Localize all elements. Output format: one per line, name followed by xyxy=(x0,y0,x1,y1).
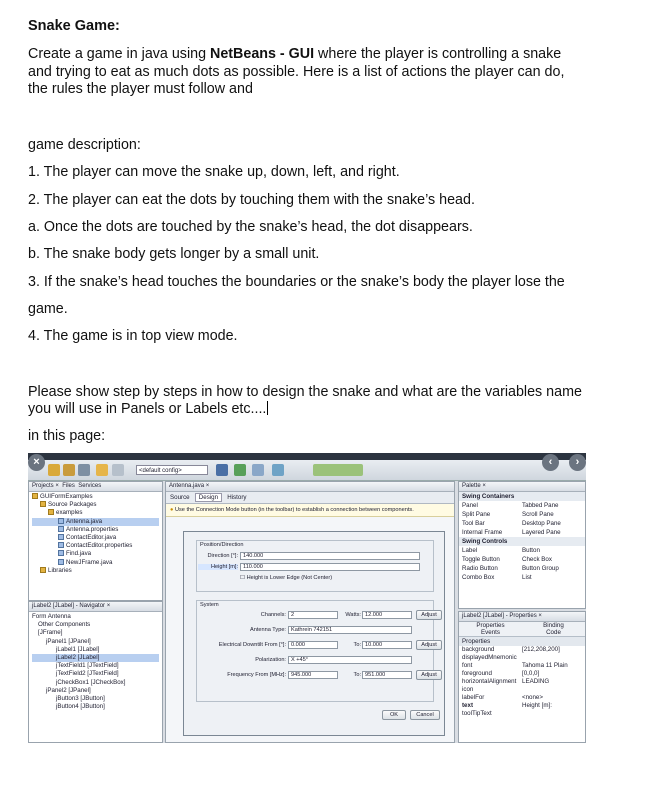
tree-item[interactable]: jTextField1 [JTextField] xyxy=(56,662,119,670)
property-value[interactable]: Height [m]: xyxy=(522,702,552,709)
project-icon xyxy=(32,493,38,499)
tab-properties[interactable]: Properties xyxy=(476,622,505,629)
config-combo[interactable]: <default config> xyxy=(136,465,208,475)
palette-item[interactable]: Panel xyxy=(462,502,478,509)
palette-item[interactable]: List xyxy=(522,574,532,581)
downtilt-label: Electrical Downtilt From [°]: xyxy=(218,642,286,648)
save-icon[interactable] xyxy=(78,464,90,476)
to-label: To: xyxy=(353,642,361,648)
debug-icon[interactable] xyxy=(252,464,264,476)
property-value[interactable]: [212,208,200] xyxy=(522,646,560,653)
channels-label: Channels: xyxy=(260,612,286,618)
intro-text-end: where the player is controlling a snake xyxy=(314,46,562,62)
profile-icon[interactable] xyxy=(272,464,284,476)
palette-item[interactable]: Toggle Button xyxy=(462,556,500,563)
tab-binding[interactable]: Binding xyxy=(543,622,564,629)
antenna-type-select[interactable]: Kathrein 742151 xyxy=(288,626,412,634)
editor-tab[interactable]: Antenna.java × xyxy=(166,482,454,492)
adjust-button[interactable]: Adjust xyxy=(416,640,442,650)
properties-file-icon xyxy=(58,542,64,548)
palette-item[interactable]: Radio Button xyxy=(462,565,498,572)
list-item: 3. If the snake’s head touches the boundaries or the snake’s body the player lose the xyxy=(28,274,565,290)
navigator-title: jLabel2 [JLabel] - Navigator × xyxy=(29,602,162,612)
direction-field[interactable]: 140.000 xyxy=(240,552,420,560)
list-item: game. xyxy=(28,301,68,317)
library-icon xyxy=(40,567,46,573)
java-file-icon xyxy=(58,559,64,565)
tree-item[interactable]: jLabel2 [JLabel] xyxy=(32,654,159,662)
palette-item[interactable]: Internal Frame xyxy=(462,529,503,536)
java-file-icon xyxy=(58,550,64,556)
ok-button[interactable]: OK xyxy=(382,710,406,720)
palette-item[interactable]: Button Group xyxy=(522,565,559,572)
history-tab[interactable]: History xyxy=(227,494,247,501)
polarization-select[interactable]: X +45° xyxy=(288,656,412,664)
request-text: you will use in Panels or Labels etc.... xyxy=(28,401,267,417)
tree-item[interactable]: jPanel1 [JPanel] xyxy=(46,637,91,645)
palette-controls xyxy=(459,546,585,582)
ide-toolbar xyxy=(28,460,586,481)
properties-panel xyxy=(458,611,586,743)
palette-item[interactable]: Button xyxy=(522,547,540,554)
redo-icon[interactable] xyxy=(112,464,124,476)
position-group-title: Position/Direction xyxy=(200,542,244,548)
description-label: game description: xyxy=(28,137,141,153)
palette-section[interactable]: Swing Controls xyxy=(459,537,585,546)
system-group-title: System xyxy=(200,602,219,608)
projects-tabs xyxy=(29,482,162,492)
source-tab[interactable]: Source xyxy=(170,494,190,501)
antenna-form xyxy=(183,531,445,736)
palette-containers xyxy=(459,501,585,537)
tab-projects[interactable]: Projects × xyxy=(32,483,59,489)
polarization-label: Polarization: xyxy=(255,657,286,663)
tree-item[interactable]: jButton4 [JButton] xyxy=(56,703,105,711)
tree-item[interactable]: Antenna.java xyxy=(32,518,159,526)
property-name: text xyxy=(462,702,474,709)
build-icon[interactable] xyxy=(216,464,228,476)
watts-label: Watts: xyxy=(345,612,361,618)
list-item: 1. The player can move the snake up, down, left, and right. xyxy=(28,164,400,180)
lightbulb-icon: ● xyxy=(170,507,174,513)
property-name: horizontalAlignment xyxy=(462,678,517,685)
property-value[interactable]: <none> xyxy=(522,694,543,701)
frequency-from-field[interactable]: 945.000 xyxy=(288,671,338,679)
tree-item[interactable]: NewJFrame.java xyxy=(32,559,159,567)
properties-file-icon xyxy=(58,526,64,532)
property-value[interactable] xyxy=(522,710,582,717)
cancel-button[interactable]: Cancel xyxy=(410,710,440,720)
palette-panel xyxy=(458,481,586,609)
tree-item[interactable]: Source Packages xyxy=(32,501,159,509)
connection-hint: ● Use the Connection Mode button (in the toolbar) to establish a connection between components. xyxy=(166,504,454,517)
frequency-label: Frequency From [MHz]: xyxy=(227,672,286,678)
palette-item[interactable]: Split Pane xyxy=(462,511,491,518)
list-item: a. Once the dots are touched by the snake’s head, the dot disappears. xyxy=(28,219,473,235)
property-name: labelFor xyxy=(462,694,485,701)
tree-item[interactable]: ContactEditor.java xyxy=(32,534,159,542)
request-line-1: Please show step by steps in how to design the snake and what are the variables name xyxy=(28,384,582,400)
height-field[interactable]: 110.000 xyxy=(240,563,420,571)
next-arrow-icon[interactable]: › xyxy=(569,454,586,471)
palette-item[interactable]: Layered Pane xyxy=(522,529,561,536)
palette-title: Palette × xyxy=(459,482,585,492)
properties-title: jLabel2 [JLabel] - Properties × xyxy=(459,612,585,622)
text-cursor xyxy=(267,401,268,415)
height-label[interactable]: Height [m]: xyxy=(198,564,238,570)
tab-files[interactable]: Files xyxy=(62,483,75,489)
tree-item[interactable]: Form Antenna xyxy=(32,613,71,620)
tree-item[interactable]: jPanel2 [JPanel] xyxy=(46,686,91,694)
tree-item[interactable]: examples xyxy=(32,509,159,517)
navigator-panel xyxy=(28,601,163,743)
palette-item[interactable]: Combo Box xyxy=(462,574,495,581)
intro-line-3: the rules the player must follow and xyxy=(28,81,253,97)
projects-panel xyxy=(28,481,163,601)
property-name: icon xyxy=(462,686,474,693)
properties-tabs xyxy=(459,622,585,637)
property-value[interactable]: LEADING xyxy=(522,678,550,685)
list-item: 2. The player can eat the dots by touching them with the snake’s head. xyxy=(28,192,475,208)
tab-code[interactable]: Code xyxy=(546,629,561,636)
close-overlay-icon[interactable]: × xyxy=(28,454,45,471)
palette-item[interactable]: Check Box xyxy=(522,556,552,563)
page-label: in this page: xyxy=(28,428,106,444)
watts-field[interactable]: 12.000 xyxy=(362,611,412,619)
property-name: displayedMnemonic xyxy=(462,654,517,661)
to-label: To: xyxy=(353,672,361,678)
ide-menubar xyxy=(28,453,586,460)
open-icon[interactable] xyxy=(63,464,75,476)
navigator-tree xyxy=(29,612,162,712)
adjust-button[interactable]: Adjust xyxy=(416,670,442,680)
property-value[interactable] xyxy=(522,686,582,693)
undo-icon[interactable] xyxy=(96,464,108,476)
folder-icon xyxy=(48,509,54,515)
property-name: foreground xyxy=(462,670,492,677)
tree-item[interactable]: Antenna.properties xyxy=(32,526,159,534)
tree-item[interactable]: jCheckBox1 [JCheckBox] xyxy=(56,678,126,686)
intro-bold: NetBeans - GUI xyxy=(210,46,315,62)
property-name: background xyxy=(462,646,495,653)
lower-edge-checkbox[interactable]: ☐ Height is Lower Edge (Not Center) xyxy=(240,575,333,581)
downtilt-to-field[interactable]: 10.000 xyxy=(362,641,412,649)
property-name: toolTipText xyxy=(462,710,492,717)
tree-item[interactable]: Libraries xyxy=(32,567,159,575)
tree-item[interactable]: jLabel1 [JLabel] xyxy=(56,645,100,653)
frequency-to-field[interactable]: 951.000 xyxy=(362,671,412,679)
tree-item[interactable]: GUIFormExamples xyxy=(32,493,159,501)
property-value[interactable] xyxy=(522,654,582,661)
palette-item[interactable]: Desktop Pane xyxy=(522,520,561,527)
adjust-button[interactable]: Adjust xyxy=(416,610,442,620)
tree-item[interactable]: ContactEditor.properties xyxy=(32,542,159,550)
ide-screenshot xyxy=(28,453,586,743)
request-line-2[interactable] xyxy=(28,401,268,418)
properties-section: Properties xyxy=(459,637,585,646)
intro-line-2: and trying to eat as much dots as possible. Here is a list of actions the player can do, xyxy=(28,64,565,80)
tree-item[interactable]: jButton3 [JButton] xyxy=(56,694,105,702)
channels-field[interactable]: 2 xyxy=(288,611,338,619)
tab-services[interactable]: Services xyxy=(78,483,102,489)
properties-grid xyxy=(459,646,585,717)
tree-item[interactable]: Other Components xyxy=(38,621,91,629)
project-tree xyxy=(29,492,162,576)
intro-text: Create a game in java using xyxy=(28,46,210,62)
run-icon[interactable] xyxy=(234,464,246,476)
tree-item[interactable]: [JFrame] xyxy=(38,629,63,637)
java-file-icon xyxy=(58,518,64,524)
palette-item[interactable]: Tabbed Pane xyxy=(522,502,559,509)
prev-arrow-icon[interactable]: ‹ xyxy=(542,454,559,471)
palette-item[interactable]: Scroll Pane xyxy=(522,511,554,518)
editor-mode-bar xyxy=(166,492,454,504)
palette-section[interactable]: Swing Containers xyxy=(459,492,585,501)
memory-indicator xyxy=(313,464,363,476)
intro-line-1 xyxy=(28,46,561,63)
tree-item[interactable]: jTextField2 [JTextField] xyxy=(56,670,119,678)
property-name: font xyxy=(462,662,473,669)
property-value[interactable]: Tahoma 11 Plain xyxy=(522,662,568,669)
new-project-icon[interactable] xyxy=(48,464,60,476)
palette-item[interactable]: Label xyxy=(462,547,478,554)
tab-events[interactable]: Events xyxy=(481,629,500,636)
list-item: b. The snake body gets longer by a small unit. xyxy=(28,246,320,262)
document-title: Snake Game: xyxy=(28,18,120,34)
list-item: 4. The game is in top view mode. xyxy=(28,328,238,344)
direction-label: Direction [°]: xyxy=(207,553,238,559)
downtilt-from-field[interactable]: 0.000 xyxy=(288,641,338,649)
package-icon xyxy=(40,501,46,507)
antenna-type-label: Antenna Type: xyxy=(250,627,286,633)
java-file-icon xyxy=(58,534,64,540)
property-value[interactable]: [0,0,0] xyxy=(522,670,540,677)
design-tab[interactable]: Design xyxy=(195,493,222,502)
palette-item[interactable]: Tool Bar xyxy=(462,520,485,527)
tree-item[interactable]: Find.java xyxy=(32,550,159,558)
